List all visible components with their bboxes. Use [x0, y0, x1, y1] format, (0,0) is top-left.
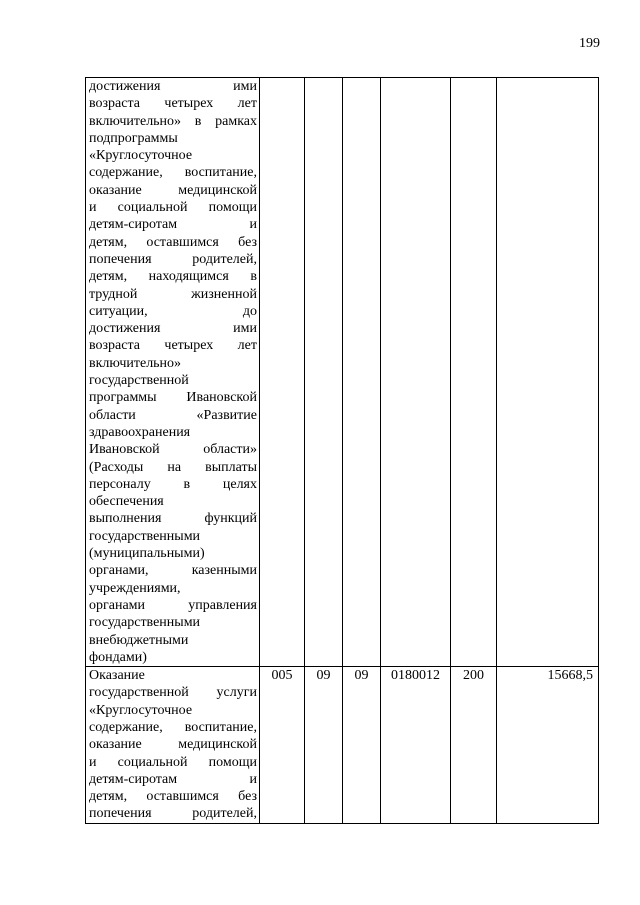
description-line: персоналу в целях — [89, 476, 257, 492]
description-line: органами управления — [89, 597, 257, 613]
expense-type-cell: 200 — [451, 667, 497, 824]
description-line: возраста четырех лет — [89, 338, 257, 354]
description-line: обеспечения — [89, 494, 164, 510]
ministry-code-cell — [260, 78, 305, 667]
section-code-cell — [305, 78, 343, 667]
description-line: трудной жизненной — [89, 286, 257, 302]
description-line: ситуации, до — [89, 303, 257, 319]
subsection-code-cell: 09 — [343, 667, 381, 824]
description-line: достижения ими — [89, 79, 257, 94]
description-line: детям, оставшимся без — [89, 789, 257, 805]
description-line: детям, находящимся в — [89, 269, 257, 285]
description-line: попечения родителей, — [89, 806, 257, 822]
description-line: детям, оставшимся без — [89, 234, 257, 250]
description-line: программы Ивановской — [89, 390, 257, 406]
description-line: органами, казенными — [89, 563, 257, 579]
description-line: государственной услуги — [89, 685, 257, 701]
description-line: включительно» — [89, 355, 182, 371]
description-line: содержание, воспитание, — [89, 165, 257, 181]
table-row — [86, 667, 599, 824]
description-line: подпрограммы — [89, 130, 178, 146]
amount-cell: 15668,5 — [497, 667, 599, 824]
description-line: государственной — [89, 373, 189, 389]
budget-table — [85, 77, 599, 824]
description-line: Оказание — [89, 668, 145, 684]
description-line: (Расходы на выплаты — [89, 459, 257, 475]
target-article-cell — [381, 78, 451, 667]
description-line: детям-сиротам и — [89, 771, 257, 787]
target-article-cell: 0180012 — [381, 667, 451, 824]
description-line: и социальной помощи — [89, 200, 257, 216]
description-line: государственными — [89, 615, 201, 631]
page-number: 199 — [579, 36, 600, 51]
description-line: и социальной помощи — [89, 754, 257, 770]
description-line: оказание медицинской — [89, 182, 257, 198]
description-line: внебюджетными — [89, 632, 189, 648]
description-line: области «Развитие — [89, 407, 257, 423]
description-line: Ивановской области» — [89, 442, 257, 458]
ministry-code-cell: 005 — [260, 667, 305, 824]
description-cell — [86, 667, 260, 824]
description-line: учреждениями, — [89, 580, 181, 596]
description-line: «Круглосуточное — [89, 702, 193, 718]
description-line: содержание, воспитание, — [89, 719, 257, 735]
description-cell — [86, 78, 260, 667]
description-line: включительно» в рамках — [89, 113, 257, 129]
description-line: «Круглосуточное — [89, 148, 193, 164]
description-line: оказание медицинской — [89, 737, 257, 753]
description-line: государственными — [89, 528, 201, 544]
description-line: детям-сиротам и — [89, 217, 257, 233]
description-line: (муниципальными) — [89, 546, 205, 562]
description-line: здравоохранения — [89, 424, 191, 440]
description-line: попечения родителей, — [89, 251, 257, 267]
description-line: возраста четырех лет — [89, 96, 257, 112]
amount-cell — [497, 78, 599, 667]
section-code-cell: 09 — [305, 667, 343, 824]
description-line: достижения ими — [89, 321, 257, 337]
table-row — [86, 78, 599, 667]
description-line: фондами) — [89, 649, 147, 665]
subsection-code-cell — [343, 78, 381, 667]
expense-type-cell — [451, 78, 497, 667]
description-line: выполнения функций — [89, 511, 257, 527]
